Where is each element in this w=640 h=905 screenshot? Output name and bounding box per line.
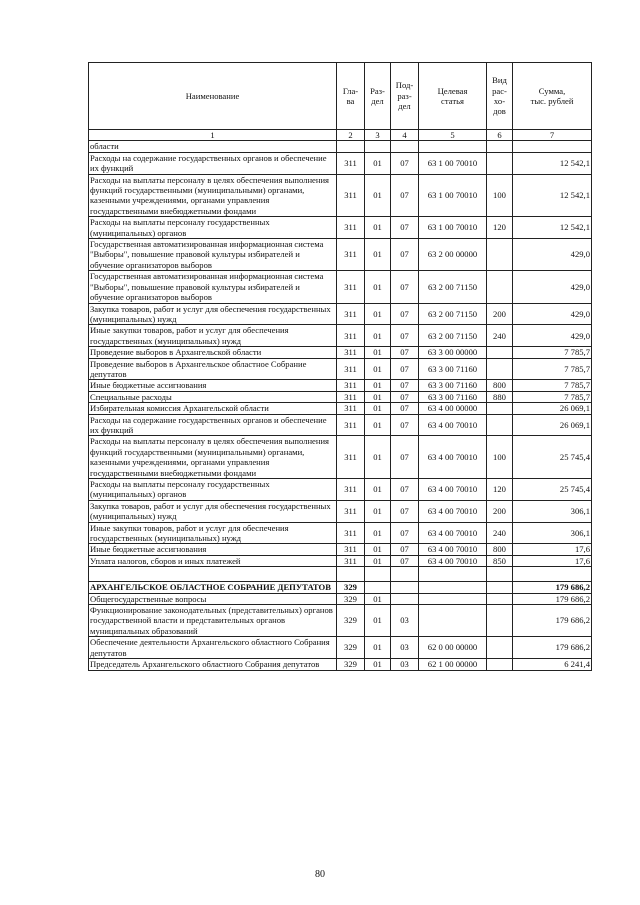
cell-celevaya: 63 3 00 71160: [419, 380, 487, 391]
column-number: 2: [337, 130, 365, 141]
header-vid: Вид рас- хо- дов: [487, 63, 513, 130]
cell-name: Избирательная комиссия Архангельской области: [89, 403, 337, 414]
cell-summa: 12 542,1: [513, 152, 592, 174]
cell-name: Закупка товаров, работ и услуг для обеспечения государственных (муниципальных) нужд: [89, 500, 337, 522]
cell-podrazdel: 07: [391, 174, 419, 217]
cell-razdel: 01: [365, 555, 391, 566]
cell-summa: 17,6: [513, 555, 592, 566]
cell-celevaya: [419, 605, 487, 637]
column-number: 7: [513, 130, 592, 141]
cell-glava: 311: [337, 544, 365, 555]
cell-name: Общегосударственные вопросы: [89, 593, 337, 604]
budget-table: [88, 62, 592, 671]
cell-name: Уплата налогов, сборов и иных платежей: [89, 555, 337, 566]
cell-vid: [487, 637, 513, 659]
cell-summa: 306,1: [513, 522, 592, 544]
table-row: [89, 347, 592, 358]
table-row: [89, 659, 592, 670]
header-summa: Сумма, тыс. рублей: [513, 63, 592, 130]
table-row: [89, 152, 592, 174]
cell-podrazdel: 03: [391, 637, 419, 659]
cell-vid: [487, 593, 513, 604]
table-row: [89, 544, 592, 555]
cell-summa: 26 069,1: [513, 403, 592, 414]
cell-celevaya: 63 2 00 00000: [419, 239, 487, 271]
cell-glava: 329: [337, 637, 365, 659]
cell-razdel: [365, 582, 391, 593]
cell-vid: [487, 659, 513, 670]
cell-glava: 311: [337, 239, 365, 271]
cell-razdel: 01: [365, 391, 391, 402]
cell-glava: 311: [337, 271, 365, 303]
table-row: [89, 380, 592, 391]
cell-vid: 120: [487, 479, 513, 501]
cell-razdel: 01: [365, 500, 391, 522]
cell-podrazdel: 07: [391, 358, 419, 380]
cell-podrazdel: 07: [391, 217, 419, 239]
cell-glava: 329: [337, 605, 365, 637]
cell-vid: [487, 403, 513, 414]
cell-name: АРХАНГЕЛЬСКОЕ ОБЛАСТНОЕ СОБРАНИЕ ДЕПУТАТОВ: [89, 582, 337, 593]
cell-summa: 179 686,2: [513, 637, 592, 659]
cell-glava: 311: [337, 414, 365, 436]
cell-podrazdel: 07: [391, 152, 419, 174]
cell-celevaya: 63 2 00 71150: [419, 303, 487, 325]
page-number: 80: [315, 869, 325, 880]
cell-glava: 311: [337, 347, 365, 358]
cell-glava: 329: [337, 593, 365, 604]
cell-celevaya: [419, 567, 487, 582]
cell-name: Иные закупки товаров, работ и услуг для обеспечения государственных (муниципальных) нужд: [89, 522, 337, 544]
cell-summa: 25 745,4: [513, 479, 592, 501]
cell-podrazdel: 03: [391, 605, 419, 637]
cell-summa: 429,0: [513, 303, 592, 325]
table-row: [89, 239, 592, 271]
cell-name: Расходы на содержание государственных органов и обеспечение их функций: [89, 414, 337, 436]
cell-glava: 311: [337, 500, 365, 522]
cell-razdel: 01: [365, 544, 391, 555]
table-row: [89, 391, 592, 402]
table-row: [89, 271, 592, 303]
cell-glava: 311: [337, 358, 365, 380]
cell-vid: 850: [487, 555, 513, 566]
table-row: [89, 567, 592, 582]
cell-celevaya: 63 1 00 70010: [419, 217, 487, 239]
cell-summa: 179 686,2: [513, 593, 592, 604]
cell-podrazdel: 07: [391, 522, 419, 544]
cell-vid: [487, 358, 513, 380]
cell-glava: 311: [337, 217, 365, 239]
cell-glava: 311: [337, 479, 365, 501]
cell-glava: 311: [337, 403, 365, 414]
cell-name: Иные закупки товаров, работ и услуг для обеспечения государственных (муниципальных) нужд: [89, 325, 337, 347]
cell-vid: [487, 347, 513, 358]
cell-podrazdel: 03: [391, 659, 419, 670]
header-razdel: Раз- дел: [365, 63, 391, 130]
cell-glava: 311: [337, 303, 365, 325]
cell-razdel: 01: [365, 659, 391, 670]
column-number: 3: [365, 130, 391, 141]
cell-vid: 240: [487, 522, 513, 544]
cell-glava: [337, 567, 365, 582]
cell-celevaya: 63 4 00 70010: [419, 414, 487, 436]
cell-glava: 311: [337, 391, 365, 402]
cell-razdel: 01: [365, 380, 391, 391]
cell-razdel: 01: [365, 347, 391, 358]
cell-name: Проведение выборов в Архангельское областное Собрание депутатов: [89, 358, 337, 380]
table-row: [89, 303, 592, 325]
cell-celevaya: 63 1 00 70010: [419, 174, 487, 217]
cell-vid: [487, 414, 513, 436]
cell-razdel: 01: [365, 605, 391, 637]
cell-vid: 880: [487, 391, 513, 402]
cell-razdel: 01: [365, 479, 391, 501]
cell-summa: 179 686,2: [513, 605, 592, 637]
cell-podrazdel: 07: [391, 303, 419, 325]
cell-summa: [513, 141, 592, 152]
header-celevaya: Целевая статья: [419, 63, 487, 130]
cell-name: Расходы на выплаты персоналу в целях обеспечения выполнения функций государственными (муниципальными) органами, казенными учреждениями, органами управления государственными внебюджетными фондами: [89, 436, 337, 479]
cell-name: Расходы на содержание государственных органов и обеспечение их функций: [89, 152, 337, 174]
table-row: [89, 593, 592, 604]
cell-celevaya: 63 4 00 00000: [419, 403, 487, 414]
cell-name: Государственная автоматизированная информационная система "Выборы", повышение правовой культуры избирателей и обучение организаторов выборов: [89, 239, 337, 271]
table-row: [89, 217, 592, 239]
cell-celevaya: 62 0 00 00000: [419, 637, 487, 659]
cell-razdel: 01: [365, 414, 391, 436]
cell-podrazdel: 07: [391, 391, 419, 402]
cell-razdel: 01: [365, 358, 391, 380]
cell-vid: 800: [487, 380, 513, 391]
cell-podrazdel: 07: [391, 500, 419, 522]
cell-podrazdel: 07: [391, 555, 419, 566]
cell-vid: 800: [487, 544, 513, 555]
cell-razdel: 01: [365, 174, 391, 217]
cell-podrazdel: 07: [391, 239, 419, 271]
cell-name: Закупка товаров, работ и услуг для обеспечения государственных (муниципальных) нужд: [89, 303, 337, 325]
cell-razdel: 01: [365, 303, 391, 325]
cell-name: области: [89, 141, 337, 152]
cell-glava: 311: [337, 436, 365, 479]
cell-razdel: 01: [365, 436, 391, 479]
cell-summa: 7 785,7: [513, 391, 592, 402]
header-podrazdel: Под- раз- дел: [391, 63, 419, 130]
table-row: [89, 403, 592, 414]
cell-name: Председатель Архангельского областного Собрания депутатов: [89, 659, 337, 670]
cell-summa: 306,1: [513, 500, 592, 522]
cell-summa: 429,0: [513, 271, 592, 303]
cell-glava: 311: [337, 555, 365, 566]
cell-summa: 12 542,1: [513, 174, 592, 217]
cell-podrazdel: 07: [391, 271, 419, 303]
cell-name: Иные бюджетные ассигнования: [89, 544, 337, 555]
cell-glava: 311: [337, 174, 365, 217]
cell-summa: [513, 567, 592, 582]
cell-vid: 200: [487, 500, 513, 522]
cell-vid: [487, 239, 513, 271]
table-row: [89, 637, 592, 659]
cell-celevaya: 63 2 00 71150: [419, 325, 487, 347]
cell-razdel: [365, 567, 391, 582]
cell-summa: 12 542,1: [513, 217, 592, 239]
cell-name: Иные бюджетные ассигнования: [89, 380, 337, 391]
cell-summa: 17,6: [513, 544, 592, 555]
cell-vid: [487, 141, 513, 152]
cell-razdel: 01: [365, 522, 391, 544]
cell-razdel: [365, 141, 391, 152]
cell-podrazdel: 07: [391, 325, 419, 347]
cell-name: Обеспечение деятельности Архангельского областного Собрания депутатов: [89, 637, 337, 659]
cell-razdel: 01: [365, 239, 391, 271]
cell-vid: [487, 567, 513, 582]
cell-vid: 240: [487, 325, 513, 347]
cell-vid: [487, 271, 513, 303]
table-row: [89, 174, 592, 217]
cell-glava: 311: [337, 522, 365, 544]
cell-celevaya: 63 3 00 00000: [419, 347, 487, 358]
cell-summa: 7 785,7: [513, 347, 592, 358]
cell-glava: 311: [337, 380, 365, 391]
header-row: [89, 63, 592, 130]
cell-name: Функционирование законодательных (представительных) органов государственной власти и представительных органов муниципальных образований: [89, 605, 337, 637]
cell-celevaya: [419, 593, 487, 604]
cell-name: [89, 567, 337, 582]
cell-name: Специальные расходы: [89, 391, 337, 402]
cell-celevaya: 63 1 00 70010: [419, 152, 487, 174]
cell-glava: 311: [337, 325, 365, 347]
table-row: [89, 605, 592, 637]
cell-podrazdel: 07: [391, 380, 419, 391]
cell-celevaya: 63 4 00 70010: [419, 522, 487, 544]
table-row: [89, 436, 592, 479]
cell-summa: 26 069,1: [513, 414, 592, 436]
cell-summa: 7 785,7: [513, 358, 592, 380]
cell-glava: 329: [337, 659, 365, 670]
cell-vid: 200: [487, 303, 513, 325]
cell-podrazdel: 07: [391, 436, 419, 479]
cell-glava: 329: [337, 582, 365, 593]
cell-celevaya: 63 4 00 70010: [419, 500, 487, 522]
header-name: Наименование: [89, 63, 337, 130]
cell-podrazdel: 07: [391, 479, 419, 501]
cell-vid: 100: [487, 174, 513, 217]
cell-celevaya: 63 2 00 71150: [419, 271, 487, 303]
cell-summa: 25 745,4: [513, 436, 592, 479]
cell-celevaya: [419, 141, 487, 152]
table-row: [89, 500, 592, 522]
cell-celevaya: 63 3 00 71160: [419, 358, 487, 380]
table-row: [89, 522, 592, 544]
cell-glava: 311: [337, 152, 365, 174]
cell-razdel: 01: [365, 637, 391, 659]
cell-razdel: 01: [365, 325, 391, 347]
cell-summa: 429,0: [513, 325, 592, 347]
table-body: [89, 141, 592, 670]
cell-name: Расходы на выплаты персоналу государственных (муниципальных) органов: [89, 217, 337, 239]
cell-celevaya: 63 4 00 70010: [419, 544, 487, 555]
table-row: [89, 479, 592, 501]
cell-vid: [487, 605, 513, 637]
cell-vid: [487, 152, 513, 174]
cell-celevaya: [419, 582, 487, 593]
column-number: 1: [89, 130, 337, 141]
column-number: 4: [391, 130, 419, 141]
cell-razdel: 01: [365, 217, 391, 239]
cell-summa: 179 686,2: [513, 582, 592, 593]
column-number: 6: [487, 130, 513, 141]
table-row: [89, 358, 592, 380]
table-row: [89, 555, 592, 566]
cell-podrazdel: [391, 141, 419, 152]
cell-summa: 429,0: [513, 239, 592, 271]
cell-celevaya: 63 3 00 71160: [419, 391, 487, 402]
cell-celevaya: 62 1 00 00000: [419, 659, 487, 670]
cell-name: Проведение выборов в Архангельской области: [89, 347, 337, 358]
cell-name: Расходы на выплаты персоналу государственных (муниципальных) органов: [89, 479, 337, 501]
cell-razdel: 01: [365, 271, 391, 303]
cell-podrazdel: 07: [391, 347, 419, 358]
cell-summa: 6 241,4: [513, 659, 592, 670]
column-number: 5: [419, 130, 487, 141]
cell-razdel: 01: [365, 403, 391, 414]
cell-podrazdel: 07: [391, 414, 419, 436]
cell-name: Расходы на выплаты персоналу в целях обеспечения выполнения функций государственными (муниципальными) органами, казенными учреждениями, органами управления государственными внебюджетными фондами: [89, 174, 337, 217]
cell-podrazdel: 07: [391, 403, 419, 414]
table-row: [89, 582, 592, 593]
cell-podrazdel: 07: [391, 544, 419, 555]
cell-podrazdel: [391, 567, 419, 582]
table-row: [89, 325, 592, 347]
cell-razdel: 01: [365, 152, 391, 174]
cell-name: Государственная автоматизированная информационная система "Выборы", повышение правовой культуры избирателей и обучение организаторов выборов: [89, 271, 337, 303]
table-row: [89, 141, 592, 152]
cell-summa: 7 785,7: [513, 380, 592, 391]
header-glava: Гла- ва: [337, 63, 365, 130]
cell-podrazdel: [391, 582, 419, 593]
cell-vid: 120: [487, 217, 513, 239]
cell-vid: [487, 582, 513, 593]
cell-celevaya: 63 4 00 70010: [419, 555, 487, 566]
cell-celevaya: 63 4 00 70010: [419, 479, 487, 501]
cell-razdel: 01: [365, 593, 391, 604]
cell-glava: [337, 141, 365, 152]
cell-vid: 100: [487, 436, 513, 479]
cell-celevaya: 63 4 00 70010: [419, 436, 487, 479]
column-numbers-row: [89, 130, 592, 141]
cell-podrazdel: [391, 593, 419, 604]
table-row: [89, 414, 592, 436]
